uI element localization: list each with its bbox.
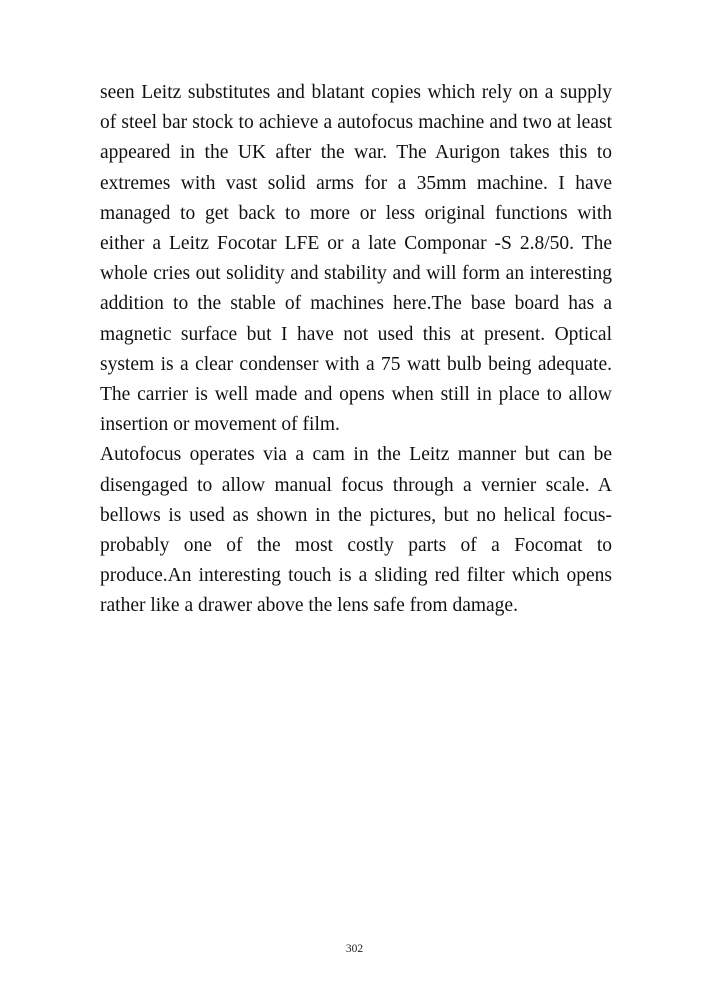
body-paragraph-1: seen Leitz substitutes and blatant copies which rely on a supply of steel bar stock to achieve a autofocus machine and two at least appeared in the UK after the war. The Aurigon takes this to extremes with vast solid arms for a 35mm machine. I have managed to get back to more or less original functions with either a Leitz Focotar LFE or a late Componar -S 2.8/50. The whole cries out solidity and stability and will form an interesting addition to the stable of machines here.The base board has a magnetic surface but I have not used this at present. Optical system is a clear condenser with a 75 watt bulb being adequate. The carrier is well made and opens when still in place to allow insertion or movement of film. (100, 82, 612, 436)
page-body (100, 78, 612, 622)
body-paragraph-2: Autofocus operates via a cam in the Leitz manner but can be disengaged to allow manual focus through a vernier scale. A bellows is used as shown in the pictures, but no helical focus- probably one of the most costly parts of a Focomat to produce.An interesting touch is a sliding red filter which opens rather like a drawer above the lens safe from damage. (100, 444, 612, 617)
page-number: 302 (345, 943, 364, 955)
